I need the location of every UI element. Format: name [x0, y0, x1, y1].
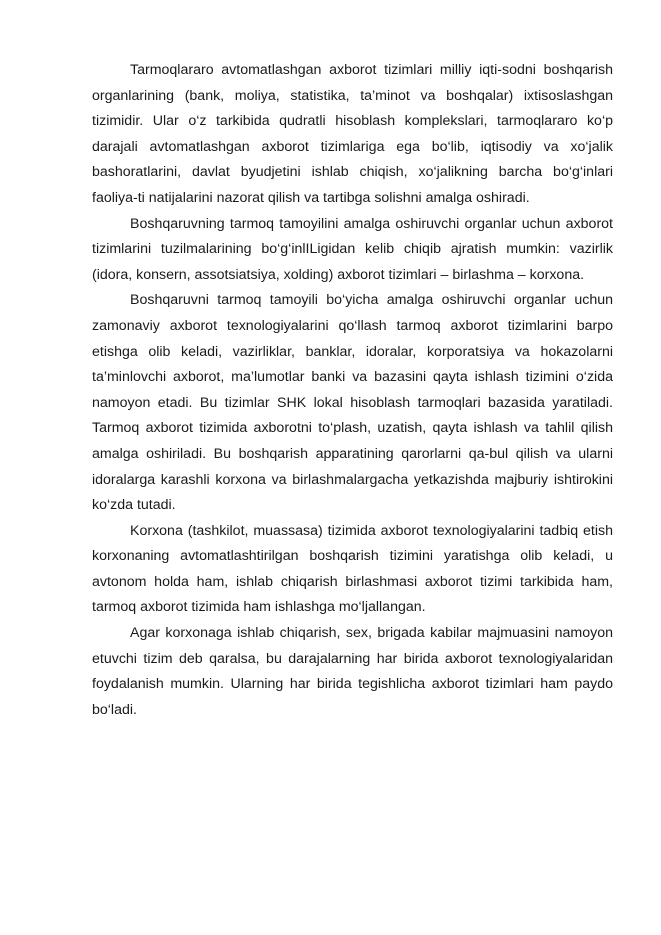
document-body [92, 58, 613, 723]
paragraph: Tarmoqlararo avtomatlashgan axborot tizimlari milliy iqti-sodni boshqarish organlarining (bank, moliya, statistika, ta’minot va boshqalar) ixtisoslashgan tizimidir. Ular o‘z tarkibida qudratli hisoblash komplekslari, tarmoqlararo ko‘p darajali avtomatlashgan axborot tizimlariga ega bo‘lib, iqtisodiy va xo‘jalik bashoratlarini, davlat byudjetini ishlab chiqish, xo‘jalikning barcha bo‘g‘inlari faoliya-ti natijalarini nazorat qilish va tartibga solishni amalga oshiradi. [92, 62, 613, 206]
paragraph: Boshqaruvni tarmoq tamoyili bo‘yicha amalga oshiruvchi organlar uchun zamonaviy axborot texnologiyalarini qo‘llash tarmoq axborot tizimlarini barpo etishga olib keladi, vazirliklar, banklar, idoralar, korporatsiya va hokazolarni ta’minlovchi axborot, ma’lumotlar banki va bazasini qayta ishlash tizimini o‘zida namoyon etadi. Bu tizimlar SHK lokal hisoblash tarmoqlari bazasida yaratiladi. Tarmoq axborot tizimida axborotni to‘plash, uzatish, qayta ishlash va tahlil qilish amalga oshiriladi. Bu boshqarish apparatining qarorlarni qa-bul qilish va ularni idoralarga karashli korxona va birlashmalargacha yetkazishda majburiy ishtirokini ko‘zda tutadi. [92, 292, 613, 514]
paragraph: Korxona (tashkilot, muassasa) tizimida axborot texnologiyalarini tadbiq etish korxonaning avtomatlashtirilgan boshqarish tizimini yaratishga olib keladi, u avtonom holda ham, ishlab chiqarish birlashmasi axborot tizimi tarkibida ham, tarmoq axborot tizimida ham ishlashga mo‘ljallangan. [92, 522, 613, 616]
paragraph: Agar korxonaga ishlab chiqarish, sex, brigada kabilar majmuasini namoyon etuvchi tizim deb qaralsa, bu darajalarning har birida axborot texnologiyalaridan foydalanish mumkin. Ularning har birida tegishlicha axborot tizimlari ham paydo bo‘ladi. [92, 625, 613, 718]
paragraph: Boshqaruvning tarmoq tamoyilini amalga oshiruvchi organlar uchun axborot tizimlarini tuzilmalarining bo‘g‘inlILigidan kelib chiqib ajratish mumkin: vazirlik (idora, konsern, assotsiatsiya, xolding) axborot tizimlari – birlashma – korxona. [92, 215, 613, 283]
